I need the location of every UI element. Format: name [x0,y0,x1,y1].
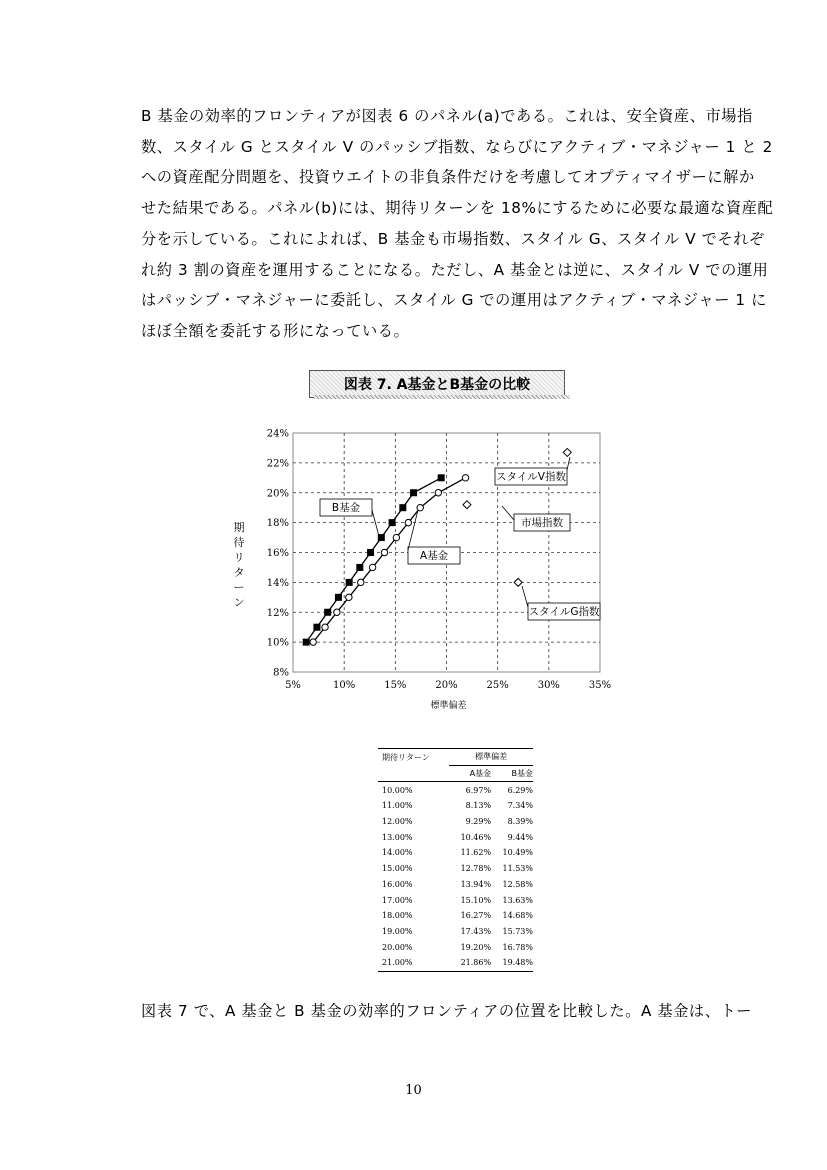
x-tick-label: 25% [486,680,509,691]
table-cell-fund-a: 10.46% [460,832,492,842]
table-cell-fund-b: 19.48% [491,955,533,971]
frontier-chart [220,420,620,720]
fund-a-point [417,504,423,510]
table-cell-fund-b: 6.29% [507,785,533,795]
body-paragraph-1 [141,101,774,347]
paragraph-line: ほぼ全額を委託する形になっている。 [141,321,410,340]
y-tick-label: 18% [266,518,289,530]
table-cell-return: 15.00% [382,864,413,874]
y-tick-label: 8% [273,667,289,679]
table-cell-fund-a: 13.94% [460,879,492,889]
x-tick-label: 10% [333,680,356,691]
figure-title [309,370,565,398]
fund-a-point [358,579,364,585]
page-number: 10 [405,1083,422,1098]
table-row [378,845,533,861]
table-cell-fund-b: 9.44% [507,832,533,842]
leader-style-g [522,586,528,607]
fund-b-point [324,609,331,616]
body-paragraph-2 [141,996,753,1027]
y-tick-label: 14% [266,577,289,589]
table-cell-return: 17.00% [382,895,413,905]
fund-a-point [381,549,387,555]
label-fund-b: B基金 [331,502,361,514]
x-tick-label: 15% [384,680,407,691]
table-cell-fund-b: 7.34% [507,801,533,811]
table-cell-fund-b: 10.49% [502,848,533,858]
table-row [378,877,533,893]
table-cell-fund-b: 15.73% [502,926,533,936]
table-cell-return: 19.00% [382,926,413,936]
table-cell-fund-b: 16.78% [502,942,533,952]
table-cell-fund-b: 12.58% [502,879,533,889]
paragraph-line: B 基金の効率的フロンティアが図表 6 のパネル(a)である。これは、安全資産、市場指 [141,107,753,125]
fund-a-point [334,609,340,615]
y-tick-label: 12% [266,607,289,619]
table-row [378,955,533,971]
table-row [378,908,533,924]
fund-a-point [369,564,375,570]
table-cell-fund-a: 16.27% [460,911,492,921]
figure-title-text: 図表 7. A基金とB基金の比較 [343,377,531,393]
label-style-g: スタイルG指数 [528,606,600,618]
fund-b-point [410,489,417,496]
table-header-blank [378,765,449,782]
table-cell-fund-b: 11.53% [502,864,533,874]
table-row [378,798,533,814]
table-row [378,924,533,940]
table-cell-fund-a: 21.86% [449,955,491,971]
paragraph-line: 分を示している。これによれば、B 基金も市場指数、スタイル G、スタイル V でそれぞ [141,229,765,248]
table-cell-fund-a: 17.43% [460,926,492,936]
table-cell-fund-a: 8.13% [465,801,492,811]
table-cell-fund-a: 12.78% [460,864,492,874]
fund-b-point [346,579,353,586]
leader-style-v [567,457,570,470]
index-point [563,448,571,456]
label-style-v: スタイルV指数 [496,471,566,483]
table-header-expected-return: 期待リターン [378,749,449,766]
table-row [378,861,533,877]
paragraph-line: れ約 3 割の資産を運用することになる。ただし、A 基金とは逆に、スタイル V での運用 [141,260,769,279]
table-cell-return: 16.00% [382,879,413,889]
y-tick-label: 10% [266,637,289,649]
fund-b-point [303,639,310,646]
y-axis-label: 期待リターン [233,521,245,609]
label-market: 市場指数 [521,517,563,529]
fund-b-point [335,594,342,601]
leader-market [502,506,514,520]
fund-b-point [438,474,445,481]
table-header-fund-a: A基金 [449,765,491,782]
table-row [378,814,533,830]
paragraph-line: せた結果である。パネル(b)には、期待リターンを 18%にするために必要な最適な資産配 [141,199,774,218]
paragraph-line: への資産配分問題を、投資ウエイトの非負条件だけを考慮してオプティマイザーに解か [141,168,755,187]
table-cell-return: 18.00% [382,911,413,921]
table-cell-return: 20.00% [382,942,413,952]
y-tick-label: 16% [266,548,289,559]
table-cell-fund-b: 8.39% [507,817,533,827]
std-dev-table [378,748,533,972]
table-row [378,782,533,798]
table-cell-fund-a: 6.97% [465,785,492,795]
index-point [463,501,471,509]
index-point [514,578,522,586]
table-cell-fund-a: 15.10% [460,895,492,905]
x-tick-label: 5% [285,680,301,691]
table-cell-return: 14.00% [382,848,413,858]
table-cell-fund-a: 11.62% [460,848,492,858]
table-cell-return: 10.00% [382,785,413,795]
table-row [378,829,533,845]
table-cell-return: 12.00% [382,817,413,827]
table-row [378,892,533,908]
x-tick-label: 30% [537,680,560,691]
y-tick-label: 22% [266,458,289,470]
paragraph-line: 数、スタイル G とスタイル V のパッシブ指数、ならびにアクティブ・マネジャー 1 と 2 [141,137,773,156]
x-axis-label: 標準偏差 [430,701,467,711]
x-tick-label: 35% [588,680,612,691]
paragraph-line: はパッシブ・マネジャーに委託し、スタイル G での運用はアクティブ・マネジャー 1 に [141,291,767,310]
table-cell-fund-b: 13.63% [502,895,533,905]
label-fund-a: A基金 [419,550,449,562]
x-tick-label: 20% [435,680,458,691]
fund-b-point [389,519,396,526]
table-cell-return: 11.00% [382,801,413,811]
fund-b-point [399,504,406,511]
paragraph-line: 図表 7 で、A 基金と B 基金の効率的フロンティアの位置を比較した。A 基金は、トー [141,1002,753,1020]
fund-a-point [346,594,352,600]
fund-b-point [356,564,363,571]
table-header-std-dev: 標準偏差 [449,749,533,766]
table-header-fund-b: B基金 [491,765,533,782]
fund-a-point [393,534,399,540]
table-row [378,939,533,955]
fund-a-point [405,519,411,525]
table-cell-fund-a: 9.29% [465,817,492,827]
fund-a-point [435,490,441,496]
table-cell-fund-a: 19.20% [460,942,492,952]
y-tick-label: 24% [266,428,289,440]
fund-a-point [322,624,328,630]
fund-a-point [310,639,316,645]
fund-b-point [367,549,374,556]
table-cell-return: 21.00% [378,955,449,971]
fund-b-point [313,624,320,631]
leader-fund-b [372,510,380,540]
table-cell-fund-b: 14.68% [502,911,533,921]
table-cell-return: 13.00% [382,832,413,842]
y-tick-label: 20% [266,488,289,500]
fund-a-point [462,475,468,481]
